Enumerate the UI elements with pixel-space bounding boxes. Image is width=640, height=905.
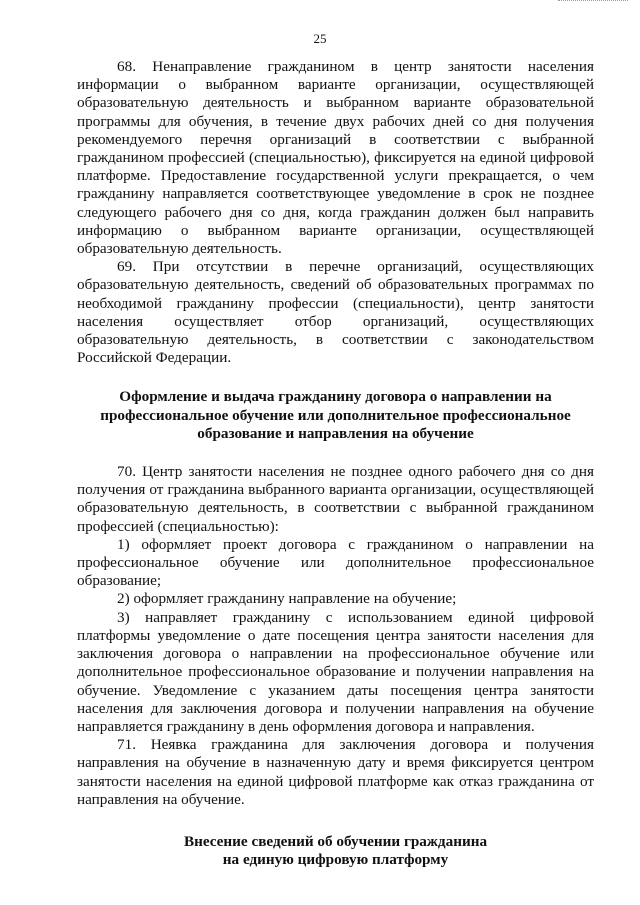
page-number: 25	[313, 31, 327, 46]
section-heading-platform	[77, 833, 594, 869]
section-heading-contract: Оформление и выдача гражданину договора о направлении на профессиональное обучение или дополнительное профессиональное образование и направления на обучение	[100, 388, 571, 442]
paragraph-70: 70. Центр занятости населения не позднее одного рабочего дня со дня получения от гражданина выбранного варианта организации, осуществляющей образовательную деятельность, в соответствии с выбранной гражданином профессией (специальностью):	[77, 463, 594, 535]
paragraph-68: 68. Ненаправление гражданином в центр занятости населения информации о выбранном варианте организации, осуществляющей образовательную деятельность и выбранном варианте образовательной программы для обучения, в течение двух рабочих дней со дня получения рекомендуемого перечня организаций в соответствии с выбранной гражданином профессией (специальностью), фиксируется на единой цифровой платформе. Предоставление государственной услуги прекращается, о чем гражданину направляется соответствующее уведомление в срок не позднее следующего рабочего дня со дня, когда гражданин должен был направить информацию о выбранном варианте организации, осуществляющей образовательную деятельность.	[77, 58, 594, 258]
list-item-1: 1) оформляет проект договора с гражданином о направлении на профессиональное обучение или дополнительное профессиональное образование;	[77, 535, 594, 590]
paragraph-69: 69. При отсутствии в перечне организаций, осуществляющих образовательную деятельность, сведений об образовательных программах по необходимой гражданину профессии (специальности), центр занятости населения осуществляет отбор организаций, осуществляющих образовательную деятельность, в соответствии с законодательством Российской Федерации.	[77, 258, 594, 367]
list-item-2: 2) оформляет гражданину направление на обучение;	[117, 590, 457, 608]
list-item-3: 3) направляет гражданину с использованием единой цифровой платформы уведомление о дате посещения центра занятости населения для заключения договора о направлении на профессиональное обучение или дополнительное профессиональное образование и получении направления на обучение. Уведомление с указанием даты посещения центра занятости населения для заключения договора и получении направления на обучение направляется гражданину в день оформления договора и направления.	[77, 608, 594, 735]
paragraph-71: 71. Неявка гражданина для заключения договора и получения направления на обучение в назначенную дату и время фиксируется центром занятости населения на единой цифровой платформе как отказ гражданина от направления на обучение.	[77, 736, 594, 808]
document-body	[77, 58, 594, 869]
section-heading-platform-line-1: Внесение сведений об обучении гражданина	[183, 832, 488, 850]
section-heading-platform-line-2: на единую цифровую платформу	[222, 851, 449, 869]
scan-edge-mark	[558, 0, 628, 2]
